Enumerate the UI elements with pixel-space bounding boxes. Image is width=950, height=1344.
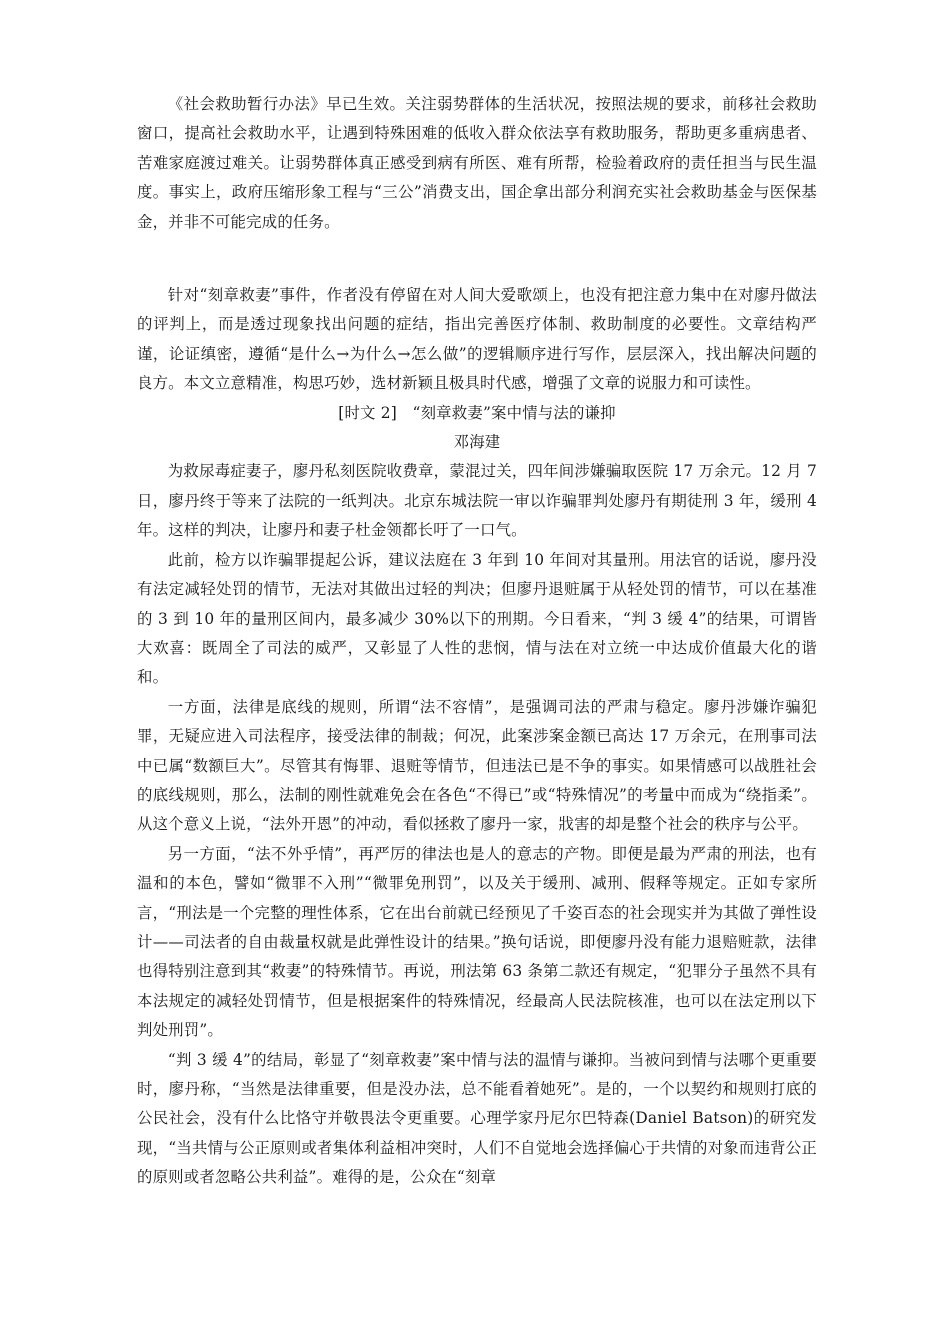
commentary-paragraph: 针对“刻章救妻”事件，作者没有停留在对人间大爱歌颂上，也没有把注意力集中在对廖丹做法的评判上，而是透过现象找出问题的症结，指出完善医疗体制、救助制度的必要性。文章结构严谨，论证缜密，遵循“是什么→为什么→怎么做”的逻辑顺序进行写作，层层深入，找出解决问题的良方。本文立意精准，构思巧妙，选材新颖且极具时代感，增强了文章的说服力和可读性。 <box>137 286 817 393</box>
body-paragraph: 《社会救助暂行办法》早已生效。关注弱势群体的生活状况，按照法规的要求，前移社会救助窗口，提高社会救助水平，让遇到特殊困难的低收入群众依法享有救助服务，帮助更多重病患者、苦难家庭渡过难关。让弱势群体真正感受到病有所医、难有所帮，检验着政府的责任担当与民生温度。事实上，政府压缩形象工程与“三公”消费支出，国企拿出部分利润充实社会救助基金与医保基金，并非不可能完成的任务。 <box>137 95 817 231</box>
paragraph-spacer <box>137 237 817 281</box>
article-paragraph: “判 3 缓 4”的结局，彰显了“刻章救妻”案中情与法的温情与谦抑。当被问到情与法哪个更重要时，廖丹称，“当然是法律重要，但是没办法，总不能看着她死”。是的，一个以契约和规则打底的公民社会，没有什么比恪守并敬畏法令更重要。心理学家丹尼尔巴特森(Daniel Batson)的研究发现，“当共情与公正原则或者集体利益相冲突时，人们不自觉地会选择偏心于共情的对象而违背公正的原则或者忽略公共利益”。难得的是，公众在“刻章 <box>137 1050 817 1187</box>
article-paragraph: 一方面，法律是底线的规则，所谓“法不容情”，是强调司法的严肃与稳定。廖丹涉嫌诈骗犯罪，无疑应进入司法程序，接受法律的制裁；何况，此案涉案金额已高达 17 万余元，在刑事司法中已属“数额巨大”。尽管其有悔罪、退赃等情节，但违法已是不争的事实。如果情感可以战胜社会的底线规则，那么，法制的刚性就难免会在各色“不得已”或“特殊情况”的考量中而成为“绕指柔”。从这个意义上说，“法外开恩”的冲动，看似拯救了廖丹一家，戕害的却是整个社会的秩序与公平。 <box>137 697 817 834</box>
document-page <box>137 90 817 1193</box>
article-paragraph: 为救尿毒症妻子，廖丹私刻医院收费章，蒙混过关，四年间涉嫌骗取医院 17 万余元。12 月 7 日，廖丹终于等来了法院的一纸判决。北京东城法院一审以诈骗罪判处廖丹有期徒刑 3 年，缓刑 4 年。这样的判决，让廖丹和妻子杜金领都长吁了一口气。 <box>137 462 817 540</box>
article-author: 邓海建 <box>453 433 501 452</box>
article-paragraph: 另一方面，“法不外乎情”，再严厉的律法也是人的意志的产物。即便是最为严肃的刑法，也有温和的本色，譬如“微罪不入刑”“微罪免刑罚”，以及关于缓刑、减刑、假释等规定。正如专家所言，“刑法是一个完整的理性体系，它在出台前就已经预见了千姿百态的社会现实并为其做了弹性设计——司法者的自由裁量权就是此弹性设计的结果。”换句话说，即便廖丹没有能力退赔赃款，法律也得特别注意到其“救妻”的特殊情节。再说，刑法第 63 条第二款还有规定，“犯罪分子虽然不具有本法规定的减轻处罚情节，但是根据案件的特殊情况，经最高人民法院核准，也可以在法定刑以下判处刑罚”。 <box>137 844 817 1040</box>
article-paragraph: 此前，检方以诈骗罪提起公诉，建议法庭在 3 年到 10 年间对其量刑。用法官的话说，廖丹没有法定减轻处罚的情节，无法对其做出过轻的判决；但廖丹退赃属于从轻处罚的情节，可以在基准的 3 到 10 年的量刑区间内，最多减少 30%以下的刑期。今日看来，“判 3 缓 4”的结果，可谓皆大欢喜：既周全了司法的威严，又彰显了人性的悲悯，情与法在对立统一中达成价值最大化的谐和。 <box>137 550 817 687</box>
article-title: [时文 2] “刻章救妻”案中情与法的谦抑 <box>338 403 616 422</box>
